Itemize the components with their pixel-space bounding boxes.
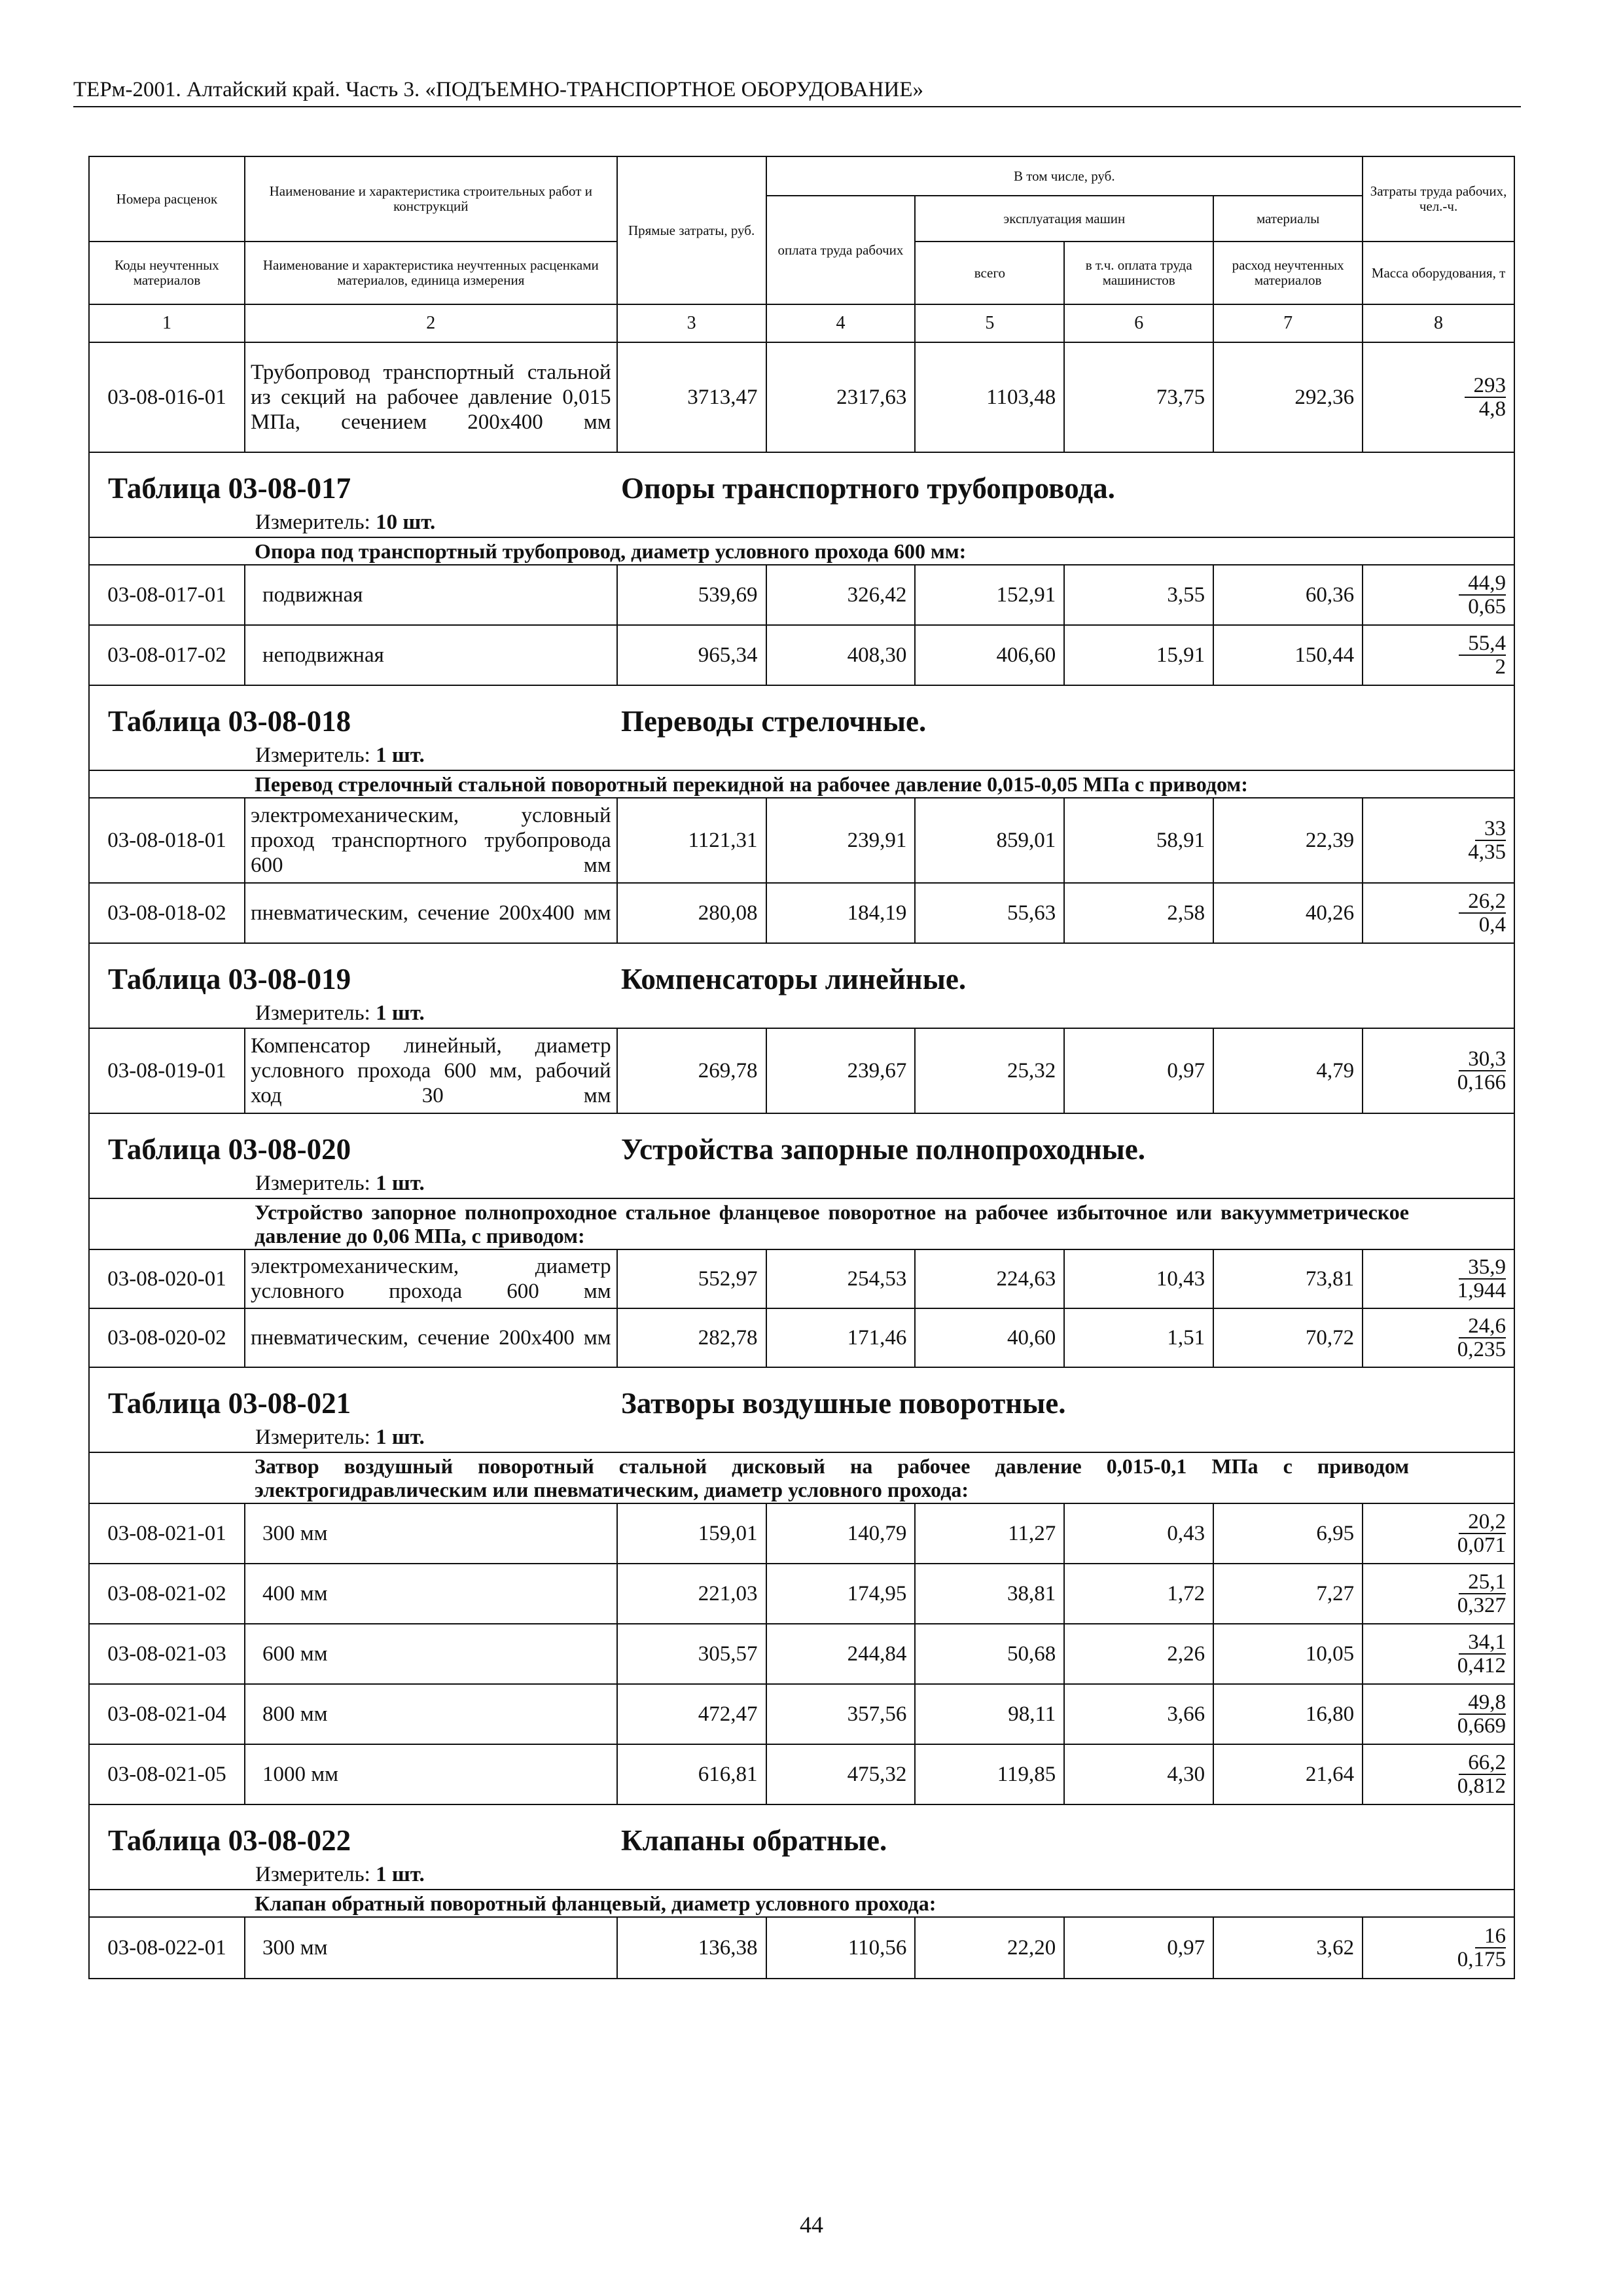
direct-costs: 472,47 bbox=[617, 1684, 766, 1744]
table-row bbox=[89, 1744, 1514, 1804]
labor-hours-mass bbox=[1363, 625, 1514, 685]
table-heading-row bbox=[89, 1367, 1514, 1452]
unit-value: 10 шт. bbox=[376, 511, 436, 534]
rate-code: 03-08-021-05 bbox=[89, 1744, 245, 1804]
labor-hours-mass bbox=[1363, 342, 1514, 452]
labor-hours-mass bbox=[1363, 565, 1514, 625]
materials: 7,27 bbox=[1213, 1564, 1363, 1624]
rate-code: 03-08-017-02 bbox=[89, 625, 245, 685]
operators-pay: 2,58 bbox=[1064, 883, 1213, 943]
table-title: Таблица 03-08-019 bbox=[108, 963, 351, 996]
labor-pay: 171,46 bbox=[766, 1308, 916, 1367]
labor-hours-mass bbox=[1363, 1624, 1514, 1684]
rate-name: 600 мм bbox=[245, 1624, 617, 1684]
rate-name: неподвижная bbox=[245, 625, 617, 685]
equipment-mass: 0,071 bbox=[1457, 1534, 1506, 1557]
table-row bbox=[89, 1028, 1514, 1113]
group-caption: Клапан обратный поворотный фланцевый, диаметр условного прохода: bbox=[89, 1890, 1514, 1917]
operators-pay: 0,97 bbox=[1064, 1917, 1213, 1979]
page-number: 44 bbox=[800, 2212, 823, 2238]
table-unit bbox=[255, 744, 425, 768]
table-row bbox=[89, 565, 1514, 625]
equipment-mass: 0,669 bbox=[1457, 1714, 1506, 1738]
unit-label: Измеритель: bbox=[255, 744, 370, 767]
machines-total: 25,32 bbox=[915, 1028, 1064, 1113]
unit-label: Измеритель: bbox=[255, 511, 370, 534]
table-name: Переводы стрелочные. bbox=[621, 705, 927, 738]
rate-code: 03-08-018-01 bbox=[89, 798, 245, 883]
rate-name: электромеханическим, условный проход транспортного трубопровода 600 мм bbox=[245, 798, 617, 883]
header-operators-pay: в т.ч. оплата труда машинистов bbox=[1064, 242, 1213, 304]
labor-pay: 239,67 bbox=[766, 1028, 916, 1113]
materials: 292,36 bbox=[1213, 342, 1363, 452]
rate-code: 03-08-016-01 bbox=[89, 342, 245, 452]
labor-hours-mass bbox=[1363, 1684, 1514, 1744]
unit-value: 1 шт. bbox=[376, 1863, 425, 1886]
direct-costs: 539,69 bbox=[617, 565, 766, 625]
equipment-mass: 0,65 bbox=[1468, 595, 1506, 619]
operators-pay: 3,66 bbox=[1064, 1684, 1213, 1744]
labor-hours-mass bbox=[1363, 1249, 1514, 1308]
rate-name: 800 мм bbox=[245, 1684, 617, 1744]
col-number: 8 bbox=[1363, 304, 1514, 342]
rate-code: 03-08-019-01 bbox=[89, 1028, 245, 1113]
group-caption: Затвор воздушный поворотный стальной дисковый на рабочее давление 0,015-0,1 МПа с приводом электрогидравлическим или пневматическим, диаметр условного прохода: bbox=[89, 1452, 1514, 1503]
equipment-mass: 4,8 bbox=[1478, 397, 1506, 421]
col-number: 4 bbox=[766, 304, 916, 342]
machines-total: 119,85 bbox=[915, 1744, 1064, 1804]
table-heading-row bbox=[89, 452, 1514, 537]
equipment-mass: 0,812 bbox=[1457, 1774, 1506, 1798]
machines-total: 859,01 bbox=[915, 798, 1064, 883]
table-row bbox=[89, 1564, 1514, 1624]
machines-total: 40,60 bbox=[915, 1308, 1064, 1367]
table-unit bbox=[255, 511, 435, 535]
labor-hours: 25,1 bbox=[1459, 1571, 1506, 1594]
group-row bbox=[89, 537, 1514, 565]
operators-pay: 1,51 bbox=[1064, 1308, 1213, 1367]
labor-hours: 26,2 bbox=[1459, 890, 1506, 914]
table-title: Таблица 03-08-018 bbox=[108, 705, 351, 738]
rate-name: пневматическим, сечение 200х400 мм bbox=[245, 1308, 617, 1367]
col-number: 3 bbox=[617, 304, 766, 342]
header-nomera: Номера расценок bbox=[89, 156, 245, 242]
table-row bbox=[89, 1503, 1514, 1564]
table-name: Компенсаторы линейные. bbox=[621, 963, 967, 996]
header-including: В том числе, руб. bbox=[766, 156, 1363, 196]
labor-hours-mass bbox=[1363, 1028, 1514, 1113]
table-name: Опоры транспортного трубопровода. bbox=[621, 472, 1115, 505]
rates-table bbox=[88, 156, 1515, 1979]
header-unaccounted-materials: расход неучтенных материалов bbox=[1213, 242, 1363, 304]
unit-value: 1 шт. bbox=[376, 1172, 425, 1195]
group-caption: Опора под транспортный трубопровод, диаметр условного прохода 600 мм: bbox=[89, 537, 1514, 565]
materials: 60,36 bbox=[1213, 565, 1363, 625]
labor-pay: 239,91 bbox=[766, 798, 916, 883]
rate-code: 03-08-021-02 bbox=[89, 1564, 245, 1624]
machines-total: 224,63 bbox=[915, 1249, 1064, 1308]
labor-hours: 24,6 bbox=[1459, 1315, 1506, 1338]
labor-hours-mass bbox=[1363, 1744, 1514, 1804]
rate-code: 03-08-021-03 bbox=[89, 1624, 245, 1684]
unit-label: Измеритель: bbox=[255, 1863, 370, 1886]
labor-hours-mass bbox=[1363, 798, 1514, 883]
operators-pay: 3,55 bbox=[1064, 565, 1213, 625]
labor-hours-mass bbox=[1363, 1917, 1514, 1979]
col-number: 1 bbox=[89, 304, 245, 342]
direct-costs: 136,38 bbox=[617, 1917, 766, 1979]
labor-hours: 55,4 bbox=[1459, 632, 1506, 656]
operators-pay: 10,43 bbox=[1064, 1249, 1213, 1308]
table-row bbox=[89, 1624, 1514, 1684]
table-name: Клапаны обратные. bbox=[621, 1824, 887, 1857]
rate-name: Компенсатор линейный, диаметр условного прохода 600 мм, рабочий ход 30 мм bbox=[245, 1028, 617, 1113]
header-machines: эксплуатация машин bbox=[915, 196, 1213, 242]
machines-total: 98,11 bbox=[915, 1684, 1064, 1744]
labor-hours-mass bbox=[1363, 1503, 1514, 1564]
direct-costs: 3713,47 bbox=[617, 342, 766, 452]
direct-costs: 1121,31 bbox=[617, 798, 766, 883]
table-row bbox=[89, 1684, 1514, 1744]
rate-name: 400 мм bbox=[245, 1564, 617, 1624]
header-labor-pay: оплата труда рабочих bbox=[766, 196, 916, 304]
group-caption: Устройство запорное полнопроходное стальное фланцевое поворотное на рабочее избыточное или вакуумметрическое давление до 0,06 МПа, с приводом: bbox=[89, 1198, 1514, 1249]
labor-hours: 66,2 bbox=[1459, 1751, 1506, 1775]
rate-name: подвижная bbox=[245, 565, 617, 625]
machines-total: 22,20 bbox=[915, 1917, 1064, 1979]
header-labor-hours: Затраты труда рабочих, чел.-ч. bbox=[1363, 156, 1514, 242]
table-row bbox=[89, 1917, 1514, 1979]
table-row bbox=[89, 1308, 1514, 1367]
rate-name: 1000 мм bbox=[245, 1744, 617, 1804]
equipment-mass: 1,944 bbox=[1457, 1279, 1506, 1302]
table-title: Таблица 03-08-021 bbox=[108, 1387, 351, 1420]
rate-code: 03-08-022-01 bbox=[89, 1917, 245, 1979]
unit-label: Измеритель: bbox=[255, 1426, 370, 1449]
operators-pay: 2,26 bbox=[1064, 1624, 1213, 1684]
machines-total: 152,91 bbox=[915, 565, 1064, 625]
labor-hours: 16 bbox=[1475, 1925, 1506, 1948]
header-codes: Коды неучтенных материалов bbox=[89, 242, 245, 304]
operators-pay: 0,43 bbox=[1064, 1503, 1213, 1564]
labor-hours: 30,3 bbox=[1459, 1048, 1506, 1071]
table-row bbox=[89, 342, 1514, 452]
labor-hours: 49,8 bbox=[1459, 1691, 1506, 1715]
operators-pay: 73,75 bbox=[1064, 342, 1213, 452]
equipment-mass: 0,175 bbox=[1457, 1948, 1506, 1971]
equipment-mass: 0,412 bbox=[1457, 1654, 1506, 1677]
labor-pay: 408,30 bbox=[766, 625, 916, 685]
labor-hours-mass bbox=[1363, 1308, 1514, 1367]
header-equipment-mass: Масса оборудования, т bbox=[1363, 242, 1514, 304]
direct-costs: 221,03 bbox=[617, 1564, 766, 1624]
group-row bbox=[89, 770, 1514, 798]
table-title: Таблица 03-08-020 bbox=[108, 1133, 351, 1166]
group-row bbox=[89, 1452, 1514, 1503]
labor-hours: 293 bbox=[1465, 374, 1507, 398]
rate-name: 300 мм bbox=[245, 1503, 617, 1564]
labor-pay: 140,79 bbox=[766, 1503, 916, 1564]
rate-name: электромеханическим, диаметр условного прохода 600 мм bbox=[245, 1249, 617, 1308]
materials: 3,62 bbox=[1213, 1917, 1363, 1979]
operators-pay: 4,30 bbox=[1064, 1744, 1213, 1804]
direct-costs: 282,78 bbox=[617, 1308, 766, 1367]
table-heading-row bbox=[89, 1804, 1514, 1890]
materials: 10,05 bbox=[1213, 1624, 1363, 1684]
header-direct-costs: Прямые затраты, руб. bbox=[617, 156, 766, 304]
labor-pay: 357,56 bbox=[766, 1684, 916, 1744]
labor-pay: 184,19 bbox=[766, 883, 916, 943]
table-row bbox=[89, 625, 1514, 685]
direct-costs: 616,81 bbox=[617, 1744, 766, 1804]
direct-costs: 159,01 bbox=[617, 1503, 766, 1564]
col-number: 2 bbox=[245, 304, 617, 342]
labor-hours-mass bbox=[1363, 883, 1514, 943]
rate-code: 03-08-017-01 bbox=[89, 565, 245, 625]
rate-code: 03-08-021-01 bbox=[89, 1503, 245, 1564]
labor-hours: 20,2 bbox=[1459, 1511, 1506, 1534]
header-materials: материалы bbox=[1213, 196, 1363, 242]
labor-hours: 33 bbox=[1475, 817, 1506, 841]
group-caption: Перевод стрелочный стальной поворотный перекидной на рабочее давление 0,015-0,05 МПа с приводом: bbox=[89, 770, 1514, 798]
rate-name: 300 мм bbox=[245, 1917, 617, 1979]
unit-value: 1 шт. bbox=[376, 1426, 425, 1449]
col-number: 7 bbox=[1213, 304, 1363, 342]
labor-pay: 2317,63 bbox=[766, 342, 916, 452]
operators-pay: 58,91 bbox=[1064, 798, 1213, 883]
machines-total: 55,63 bbox=[915, 883, 1064, 943]
labor-hours: 44,9 bbox=[1459, 572, 1506, 596]
rate-name: пневматическим, сечение 200х400 мм bbox=[245, 883, 617, 943]
machines-total: 1103,48 bbox=[915, 342, 1064, 452]
operators-pay: 15,91 bbox=[1064, 625, 1213, 685]
table-row bbox=[89, 798, 1514, 883]
rate-name: Трубопровод транспортный стальной из секций на рабочее давление 0,015 МПа, сечением 200х400 мм bbox=[245, 342, 617, 452]
equipment-mass: 0,327 bbox=[1457, 1594, 1506, 1617]
materials: 70,72 bbox=[1213, 1308, 1363, 1367]
unit-value: 1 шт. bbox=[376, 744, 425, 767]
labor-pay: 110,56 bbox=[766, 1917, 916, 1979]
unit-value: 1 шт. bbox=[376, 1001, 425, 1025]
equipment-mass: 2 bbox=[1495, 655, 1506, 679]
materials: 73,81 bbox=[1213, 1249, 1363, 1308]
table-title: Таблица 03-08-017 bbox=[108, 472, 351, 505]
labor-pay: 174,95 bbox=[766, 1564, 916, 1624]
labor-pay: 475,32 bbox=[766, 1744, 916, 1804]
group-row bbox=[89, 1198, 1514, 1249]
col-number: 6 bbox=[1064, 304, 1213, 342]
direct-costs: 280,08 bbox=[617, 883, 766, 943]
table-unit bbox=[255, 1863, 425, 1887]
labor-hours: 35,9 bbox=[1459, 1256, 1506, 1280]
group-row bbox=[89, 1890, 1514, 1917]
operators-pay: 0,97 bbox=[1064, 1028, 1213, 1113]
materials: 4,79 bbox=[1213, 1028, 1363, 1113]
unit-label: Измеритель: bbox=[255, 1172, 370, 1195]
equipment-mass: 0,235 bbox=[1457, 1338, 1506, 1361]
labor-pay: 254,53 bbox=[766, 1249, 916, 1308]
header-machines-total: всего bbox=[915, 242, 1064, 304]
header-naim-materials: Наименование и характеристика неучтенных расценками материалов, единица измерения bbox=[245, 242, 617, 304]
direct-costs: 965,34 bbox=[617, 625, 766, 685]
equipment-mass: 4,35 bbox=[1468, 840, 1506, 864]
table-row bbox=[89, 1249, 1514, 1308]
materials: 21,64 bbox=[1213, 1744, 1363, 1804]
direct-costs: 269,78 bbox=[617, 1028, 766, 1113]
table-row bbox=[89, 883, 1514, 943]
machines-total: 11,27 bbox=[915, 1503, 1064, 1564]
labor-hours: 34,1 bbox=[1459, 1631, 1506, 1655]
rate-code: 03-08-020-01 bbox=[89, 1249, 245, 1308]
machines-total: 406,60 bbox=[915, 625, 1064, 685]
machines-total: 50,68 bbox=[915, 1624, 1064, 1684]
labor-pay: 326,42 bbox=[766, 565, 916, 625]
labor-hours-mass bbox=[1363, 1564, 1514, 1624]
operators-pay: 1,72 bbox=[1064, 1564, 1213, 1624]
table-name: Устройства запорные полнопроходные. bbox=[621, 1133, 1145, 1166]
equipment-mass: 0,166 bbox=[1457, 1071, 1506, 1094]
page-header: ТЕРм-2001. Алтайский край. Часть 3. «ПОДЪЕМНО-ТРАНСПОРТНОЕ ОБОРУДОВАНИЕ» bbox=[73, 77, 1521, 107]
table-heading-row bbox=[89, 685, 1514, 770]
table-title: Таблица 03-08-022 bbox=[108, 1824, 351, 1857]
materials: 16,80 bbox=[1213, 1684, 1363, 1744]
labor-pay: 244,84 bbox=[766, 1624, 916, 1684]
unit-label: Измеритель: bbox=[255, 1001, 370, 1025]
table-heading-row bbox=[89, 943, 1514, 1028]
rate-code: 03-08-020-02 bbox=[89, 1308, 245, 1367]
table-heading-row bbox=[89, 1113, 1514, 1198]
col-number: 5 bbox=[915, 304, 1064, 342]
materials: 150,44 bbox=[1213, 625, 1363, 685]
table-unit bbox=[255, 1426, 425, 1450]
table-name: Затворы воздушные поворотные. bbox=[621, 1387, 1066, 1420]
direct-costs: 305,57 bbox=[617, 1624, 766, 1684]
equipment-mass: 0,4 bbox=[1478, 913, 1506, 937]
materials: 6,95 bbox=[1213, 1503, 1363, 1564]
machines-total: 38,81 bbox=[915, 1564, 1064, 1624]
materials: 22,39 bbox=[1213, 798, 1363, 883]
header-naim-works: Наименование и характеристика строительных работ и конструкций bbox=[245, 156, 617, 242]
table-unit bbox=[255, 1172, 425, 1196]
table-unit bbox=[255, 1001, 425, 1026]
direct-costs: 552,97 bbox=[617, 1249, 766, 1308]
materials: 40,26 bbox=[1213, 883, 1363, 943]
rate-code: 03-08-018-02 bbox=[89, 883, 245, 943]
rate-code: 03-08-021-04 bbox=[89, 1684, 245, 1744]
